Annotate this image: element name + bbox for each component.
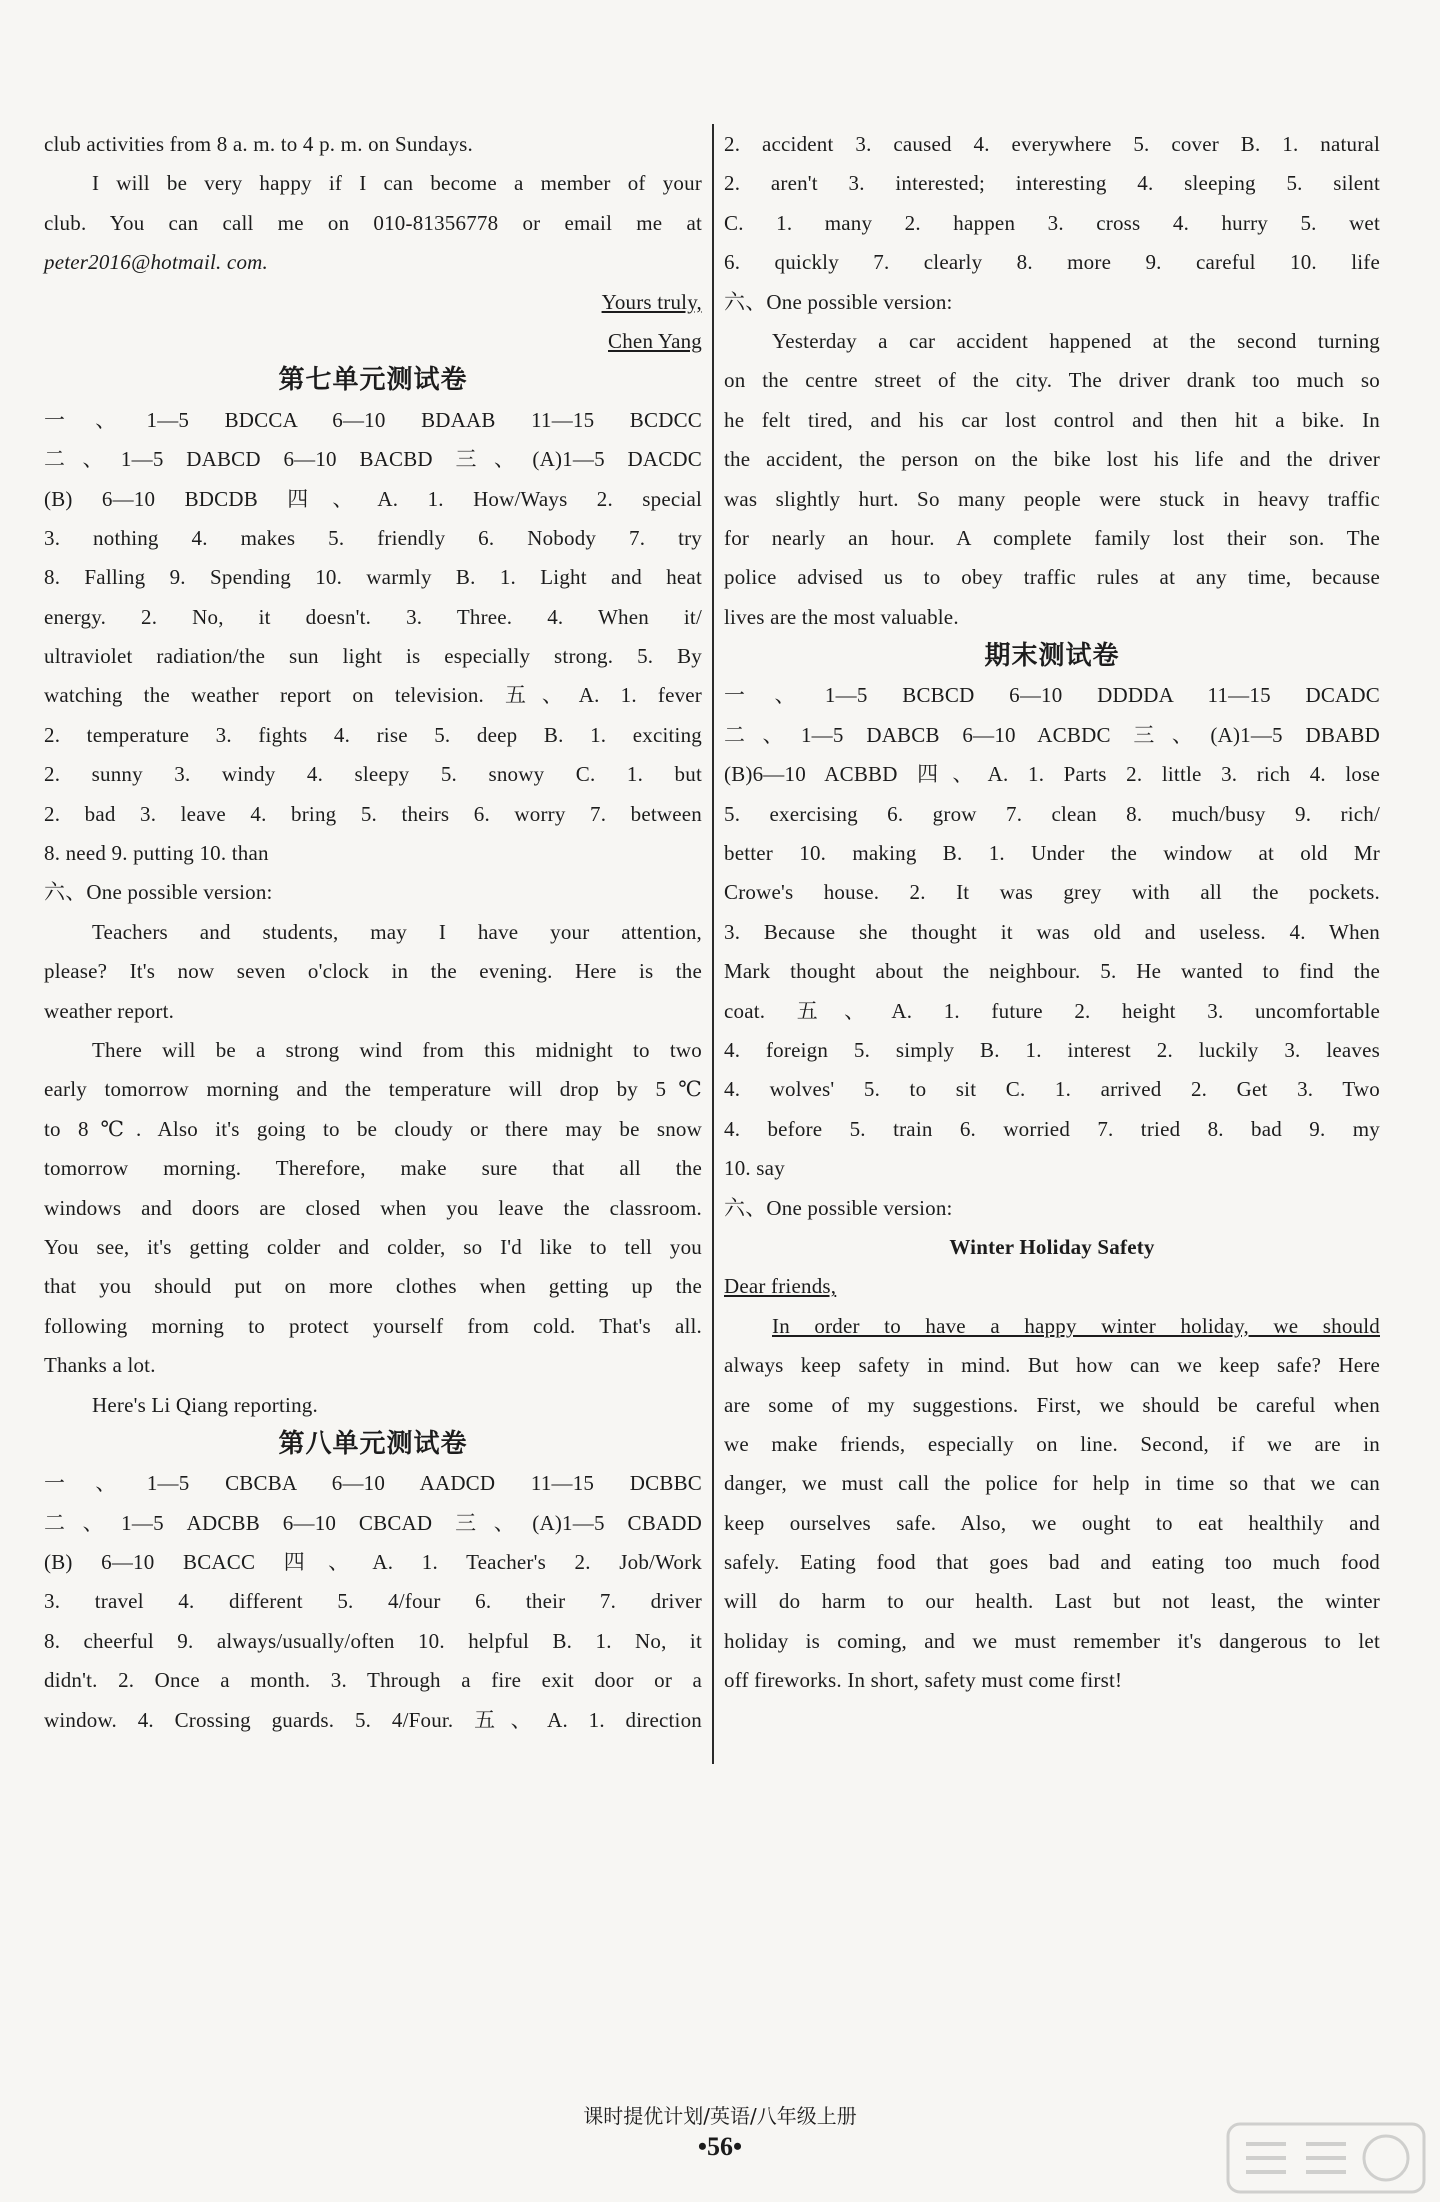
essay-title: Winter Holiday Safety [949, 1234, 1155, 1259]
answer-line: 8. Falling 9. Spending 10. warmly B. 1. Light and heat [44, 565, 702, 590]
answer-line: 2. temperature 3. fights 4. rise 5. deep B. 1. exciting [44, 722, 702, 747]
signoff [44, 283, 702, 322]
essay-line: was slightly hurt. So many people were stuck in heavy traffic [724, 486, 1380, 511]
answer-line: watching the weather report on television. 五、A. 1. fever [44, 683, 702, 708]
final-exam-title: 期末测试卷 [984, 641, 1120, 672]
essay-line: weather report. [44, 998, 175, 1023]
answer-line: 二、1—5 ADCBB 6—10 CBCAD 三、(A)1—5 CBADD [44, 1510, 702, 1535]
essay-line: always keep safety in mind. But how can we keep safe? Here [724, 1353, 1380, 1378]
answer-line: Crowe's house. 2. It was grey with all the pockets. [724, 880, 1380, 905]
answer-line: 3. Because she thought it was old and useless. 4. When [724, 919, 1380, 944]
answer-line: 5. exercising 6. grow 7. clean 8. much/busy 9. rich/ [724, 801, 1380, 826]
answer-line: 2. bad 3. leave 4. bring 5. theirs 6. worry 7. between [44, 801, 702, 826]
essay-line: early tomorrow morning and the temperature will drop by 5℃ [44, 1077, 702, 1102]
answer-line: 4. before 5. train 6. worried 7. tried 8. bad 9. my [724, 1116, 1380, 1141]
answer-line: 6. quickly 7. clearly 8. more 9. careful 10. life [724, 250, 1380, 275]
answer-line: 3. travel 4. different 5. 4/four 6. their 7. driver [44, 1589, 702, 1614]
footer-book-title: 课时提优计划/英语/八年级上册 [583, 2104, 857, 2128]
answer-line: coat. 五、A. 1. future 2. height 3. uncomfortable [724, 998, 1380, 1023]
essay-line: Here's Li Qiang reporting. [92, 1392, 318, 1417]
essay-line: windows and doors are closed when you leave the classroom. [44, 1195, 702, 1220]
answer-line: 8. need 9. putting 10. than [44, 841, 269, 866]
answer-line: 二、1—5 DABCB 6—10 ACBDC 三、(A)1—5 DBABD [724, 722, 1380, 747]
answer-line: better 10. making B. 1. Under the window at old Mr [724, 841, 1380, 866]
essay-line: holiday is coming, and we must remember it's dangerous to let [724, 1628, 1380, 1653]
right-column [724, 125, 1380, 1701]
answer-line: 10. say [724, 1156, 785, 1181]
signoff-text: Yours truly, [601, 289, 702, 314]
answer-line: 一、1—5 CBCBA 6—10 AADCD 11—15 DCBBC [44, 1471, 702, 1496]
essay-line: You see, it's getting colder and colder, so I'd like to tell you [44, 1234, 702, 1259]
greeting [724, 1267, 1380, 1306]
signature [44, 322, 702, 361]
version-label: 六、One possible version: [724, 289, 953, 314]
essay-line: following morning to protect yourself from cold. That's all. [44, 1313, 702, 1338]
essay-line: please? It's now seven o'clock in the evening. Here is the [44, 959, 702, 984]
answer-line: 2. accident 3. caused 4. everywhere 5. cover B. 1. natural [724, 132, 1380, 156]
answer-line: 3. nothing 4. makes 5. friendly 6. Nobody 7. try [44, 525, 702, 550]
answer-line: 4. wolves' 5. to sit C. 1. arrived 2. Get 3. Two [724, 1077, 1380, 1102]
email-address: peter2016@hotmail. com. [44, 250, 268, 275]
answer-line: 8. cheerful 9. always/usually/often 10. helpful B. 1. No, it [44, 1628, 702, 1653]
answer-line: ultraviolet radiation/the sun light is especially strong. 5. By [44, 644, 702, 669]
left-column [44, 125, 702, 1740]
answer-line: 一、1—5 BDCCA 6—10 BDAAB 11—15 BCDCC [44, 407, 702, 432]
essay-line: that you should put on more clothes when getting up the [44, 1274, 702, 1299]
essay-line: tomorrow morning. Therefore, make sure that all the [44, 1156, 702, 1181]
greeting-text: Dear friends, [724, 1274, 837, 1299]
essay-line: will do harm to our health. Last but not least, the winter [724, 1589, 1380, 1614]
answer-line: 2. sunny 3. windy 4. sleepy 5. snowy C. 1. but [44, 762, 702, 787]
text-line: club. You can call me on 010-81356778 or email me at [44, 210, 702, 235]
answer-line: (B)6—10 ACBBD 四、A. 1. Parts 2. little 3. rich 4. lose [724, 762, 1380, 787]
version-label: 六、One possible version: [44, 880, 273, 905]
essay-line: are some of my suggestions. First, we should be careful when [724, 1392, 1380, 1417]
essay-line: to 8℃. Also it's going to be cloudy or there may be snow [44, 1116, 702, 1141]
essay-line: we make friends, especially on line. Second, if we are in [724, 1431, 1380, 1456]
unit8-title: 第八单元测试卷 [278, 1428, 468, 1459]
answer-line: (B) 6—10 BDCDB 四、A. 1. How/Ways 2. special [44, 486, 702, 511]
answer-line: energy. 2. No, it doesn't. 3. Three. 4. When it/ [44, 604, 702, 629]
essay-line: he felt tired, and his car lost control and then hit a bike. In [724, 407, 1380, 432]
essay-line: keep ourselves safe. Also, we ought to eat healthily and [724, 1510, 1380, 1535]
essay-line: the accident, the person on the bike lost his life and the driver [724, 447, 1380, 472]
essay-line: There will be a strong wind from this midnight to two [92, 1037, 702, 1062]
unit7-title: 第七单元测试卷 [278, 365, 468, 396]
answer-line: window. 4. Crossing guards. 5. 4/Four. 五、A. 1. direction [44, 1707, 702, 1732]
essay-line: off fireworks. In short, safety must come first! [724, 1668, 1123, 1693]
version-label: 六、One possible version: [724, 1195, 953, 1220]
essay-line: In order to have a happy winter holiday, we should [772, 1313, 1380, 1338]
answer-line: 4. foreign 5. simply B. 1. interest 2. luckily 3. leaves [724, 1037, 1380, 1062]
essay-line: Yesterday a car accident happened at the second turning [772, 328, 1380, 353]
essay-line: Teachers and students, may I have your attention, [92, 919, 702, 944]
answer-line: didn't. 2. Once a month. 3. Through a fire exit door or a [44, 1668, 702, 1693]
column-divider [712, 124, 714, 1764]
essay-line: safely. Eating food that goes bad and eating too much food [724, 1550, 1380, 1575]
signature-text: Chen Yang [608, 328, 702, 353]
essay-line: for nearly an hour. A complete family lost their son. The [724, 525, 1380, 550]
answer-line: C. 1. many 2. happen 3. cross 4. hurry 5. wet [724, 210, 1380, 235]
essay-line: police advised us to obey traffic rules at any time, because [724, 565, 1380, 590]
answer-line: Mark thought about the neighbour. 5. He wanted to find the [724, 959, 1380, 984]
watermark-logo-icon [1226, 2122, 1426, 2194]
essay-line: lives are the most valuable. [724, 604, 959, 629]
answer-line: 2. aren't 3. interested; interesting 4. sleeping 5. silent [724, 171, 1380, 196]
answer-line: 一、1—5 BCBCD 6—10 DDDDA 11—15 DCADC [724, 683, 1380, 708]
essay-line: Thanks a lot. [44, 1353, 156, 1378]
text-line: I will be very happy if I can become a member of your [92, 171, 702, 196]
essay-line: danger, we must call the police for help in time so that we can [724, 1471, 1380, 1496]
answer-line: 二、1—5 DABCD 6—10 BACBD 三、(A)1—5 DACDC [44, 447, 702, 472]
essay-line: on the centre street of the city. The driver drank too much so [724, 368, 1380, 393]
page-number: •56• [697, 2132, 743, 2161]
answer-line: (B) 6—10 BCACC 四、A. 1. Teacher's 2. Job/Work [44, 1550, 702, 1575]
text-line: club activities from 8 a. m. to 4 p. m. on Sundays. [44, 132, 473, 156]
